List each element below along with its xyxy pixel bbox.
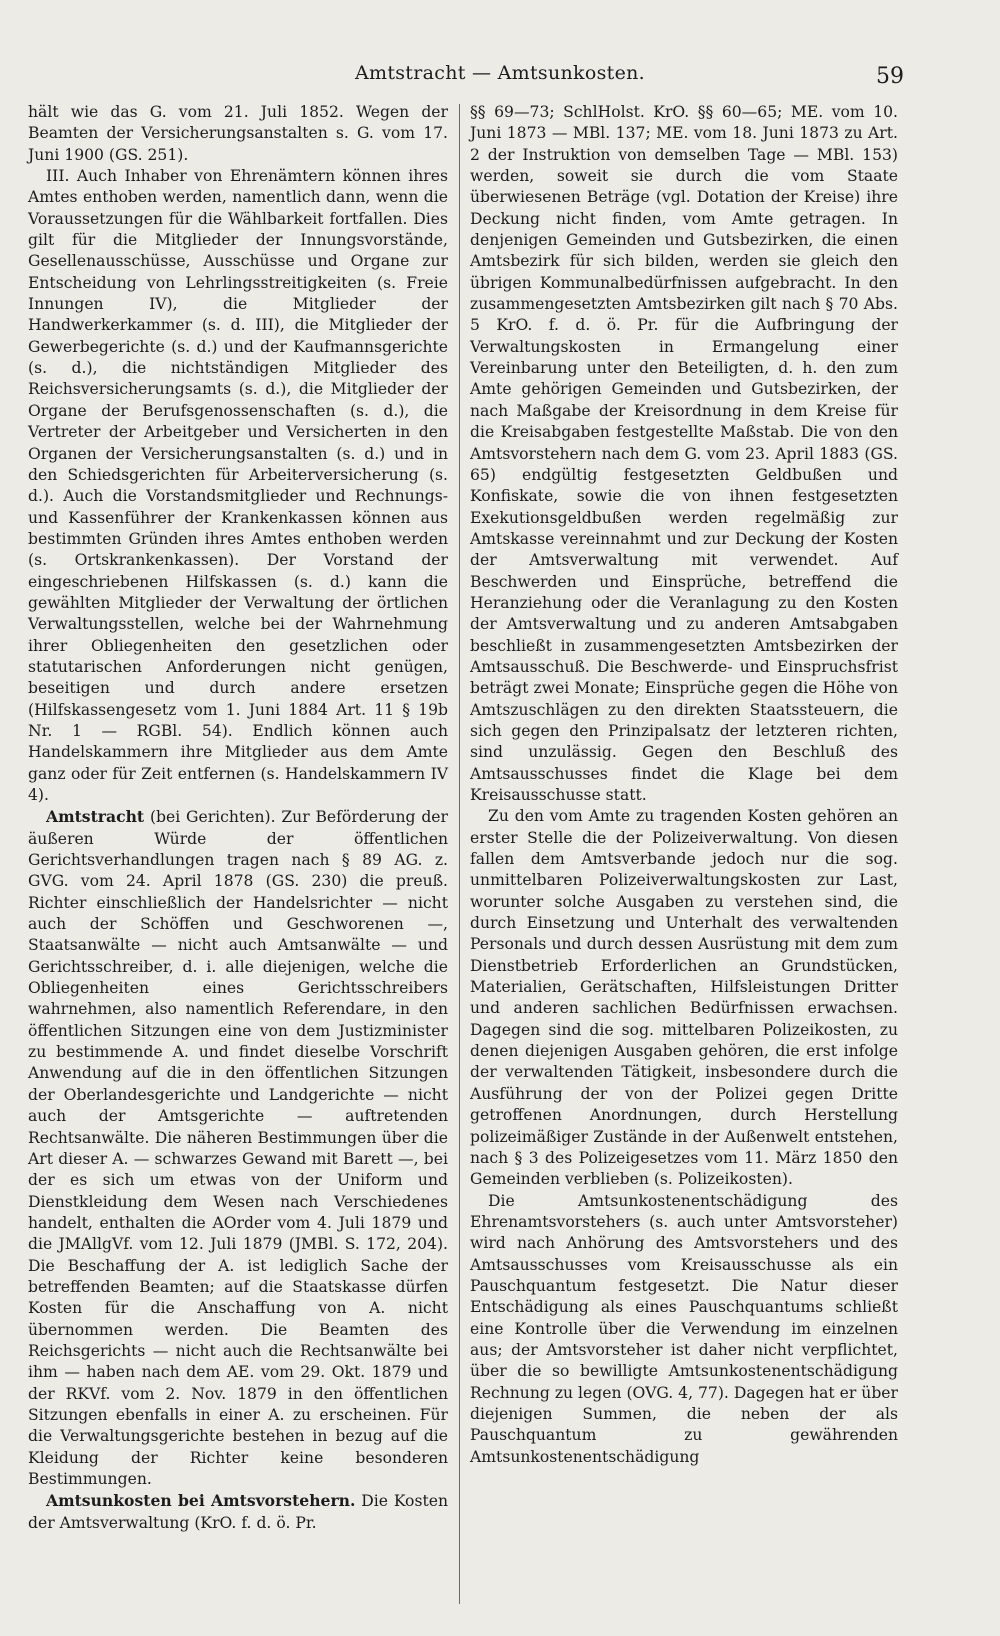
left-column [28,102,448,1534]
paragraph: III. Auch Inhaber von Ehrenämtern können ihres Amtes enthoben werden, namentlich dann, wenn die Voraussetzungen für die Wählbarkeit fortfallen. Dies gilt für die Mitglieder der Innungsvorstände, Gesellenausschüsse, Ausschüsse und Organe zur Entscheidung von Lehrlingsstreitigkeiten (s. Freie Innungen IV), die Mitglieder der Handwerkerkammer (s. d. III), die Mitglieder der Gewerbegerichte (s. d.) und der Kaufmannsgerichte (s. d.), die nichtständigen Mitglieder des Reichsversicherungsamts (s. d.), die Mitglieder der Organe der Berufsgenossenschaften (s. d.), die Vertreter der Arbeitgeber und Versicherten in den Organen der Versicherungsanstalten (s. d.) und in den Schiedsgerichten für Arbeiterversicherung (s. d.). Auch die Vorstandsmitglieder und Rechnungs- und Kassenführer der Krankenkassen können aus bestimmten Gründen ihres Amtes enthoben werden (s. Ortskrankenkassen). Der Vorstand der eingeschriebenen Hilfskassen (s. d.) kann die gewählten Mitglieder der Verwaltung der örtlichen Verwaltungsstellen, welche bei der Wahrnehmung ihrer Obliegenheiten den gesetzlichen oder statutarischen Anforderungen nicht genügen, beseitigen und durch andere ersetzen (Hilfskassengesetz vom 1. Juni 1884 Art. 11 § 19b Nr. 1 — RGBl. 54). Endlich können auch Handelskammern ihre Mitglieder aus dem Amte ganz oder für Zeit entfernen (s. Handelskammern IV 4). [28,167,448,804]
entry-text: Die Kosten der Amtsverwaltung (KrO. f. d. ö. Pr. [28,1492,448,1532]
entry-keyword: Amtstracht [46,807,145,827]
entry-text: (bei Gerichten). Zur Beförderung der äußeren Würde der öffentlichen Gerichtsverhandlungen tragen nach § 89 AG. z. GVG. vom 24. April 1878 (GS. 230) die preuß. Richter einschließlich der Handelsrichter — nicht auch der Schöffen und Geschworenen —, Staatsanwälte — nicht auch Amtsanwälte — und Gerichtsschreiber, d. i. alle diejenigen, welche die Obliegenheiten eines Gerichtsschreibers wahrnehmen, also namentlich Referendare, in den öffentlichen Sitzungen eine von dem Justizminister zu bestimmende A. und findet dieselbe Vorschrift Anwendung auf die in den öffentlichen Sitzungen der Oberlandesgerichte und Landgerichte — nicht auch der Amtsgerichte — auftretenden Rechtsanwälte. Die näheren Bestimmungen über die Art dieser A. — schwarzes Gewand mit Barett —, bei der es sich um etwas von der Uniform und Dienstkleidung dem Wesen nach Verschiedenes handelt, enthalten die AOrder vom 4. Juli 1879 und die JMAllgVf. vom 12. Juli 1879 (JMBl. S. 172, 204). Die Beschaffung der A. ist lediglich Sache der betreffenden Beamten; auf die Staatskasse dürfen Kosten für die Anschaffung von A. nicht übernommen werden. Die Beamten des Reichsgerichts — nicht auch die Rechtsanwälte bei ihm — haben nach dem AE. vom 29. Okt. 1879 und der RKVf. vom 2. Nov. 1879 in den öffentlichen Sitzungen ebenfalls in einer A. zu erscheinen. Für die Verwaltungsgerichte bestehen in bezug auf die Kleidung der Richter keine besonderen Bestimmungen. [28,808,448,1488]
column-divider [459,104,460,1604]
entry-keyword: Amtsunkosten bei Amtsvorstehern. [46,1491,356,1511]
paragraph: §§ 69—73; SchlHolst. KrO. §§ 60—65; ME. vom 10. Juni 1873 — MBl. 137; ME. vom 18. Juni 1873 zu Art. 2 der Instruktion von demselben Tage — MBl. 153) werden, soweit sie durch die vom Staate überwiesenen Beträge (vgl. Dotation der Kreise) ihre Deckung nicht finden, vom Amte getragen. In denjenigen Gemeinden und Gutsbezirken, die einen Amtsbezirk für sich bilden, werden sie gleich den übrigen Kommunalbedürfnissen aufgebracht. In den zusammengesetzten Amtsbezirken gilt nach § 70 Abs. 5 KrO. f. d. ö. Pr. für die Aufbringung der Verwaltungskosten in Ermangelung einer Vereinbarung unter den Beteiligten, d. h. den zum Amte gehörigen Gemeinden und Gutsbezirken, der nach Maßgabe der Kreisordnung in dem Kreise für die Kreisabgaben festgestellte Maßstab. Die von den Amtsvorstehern nach dem G. vom 23. April 1883 (GS. 65) endgültig festgesetzten Geldbußen und Konfiskate, sowie die von ihnen festgesetzten Exekutionsgeldbußen werden regelmäßig zur Amtskasse vereinnahmt und zur Deckung der Kosten der Amtsverwaltung mit verwendet. Auf Beschwerden und Einsprüche, betreffend die Heranziehung oder die Veranlagung zu den Kosten der Amtsverwaltung und zu anderen Amtsabgaben beschließt in zusammengesetzten Amtsbezirken der Amtsausschuß. Die Beschwerde- und Einspruchsfrist beträgt zwei Monate; Einsprüche gegen die Höhe von Amtszuschlägen zu den direkten Staatssteuern, die sich gegen den Prinzipalsatz der letzteren richten, sind unzulässig. Gegen den Beschluß des Amtsausschusses findet die Klage bei dem Kreisausschusse statt. [470,103,898,804]
paragraph: hält wie das G. vom 21. Juli 1852. Wegen der Beamten der Versicherungsanstalten s. G. vom 17. Juni 1900 (GS. 251). [28,103,448,164]
entry-amtstracht [28,806,448,1490]
paragraph: Zu den vom Amte zu tragenden Kosten gehören an erster Stelle die der Polizeiverwaltung. Von diesen fallen dem Amtsverbande jedoch nur die sog. unmittelbaren Polizeiverwaltungskosten zur Last, worunter solche Ausgaben zu verstehen sind, die durch Einsetzung und Unterhalt des verwaltenden Personals und durch dessen Ausrüstung mit dem zum Dienstbetrieb Erforderlichen an Grundstücken, Materialien, Gerätschaften, Hilfsleistungen Dritter und anderen sachlichen Bedürfnissen erwachsen. Dagegen sind die sog. mittelbaren Polizeikosten, zu denen diejenigen Ausgaben gehören, die erst infolge der verwaltenden Tätigkeit, insbesondere durch die Ausführung der von der Polizei gegen Dritte getroffenen Anordnungen, durch Herstellung polizeimäßiger Zustände in der Außenwelt entstehen, nach § 3 des Polizeigesetzes vom 11. März 1850 den Gemeinden verblieben (s. Polizeikosten). [470,807,898,1189]
page-header [0,62,1000,92]
paragraph: Die Amtsunkostenentschädigung des Ehrenamtsvorstehers (s. auch unter Amtsvorsteher) wird nach Anhörung des Amtsvorstehers und des Amtsausschusses vom Kreisausschusse als ein Pauschquantum festgesetzt. Die Natur dieser Entschädigung als eines Pauschquantums schließt eine Kontrolle über die Verwendung im einzelnen aus; der Amtsvorsteher ist daher nicht verpflichtet, über die so bewilligte Amtsunkostenentschädigung Rechnung zu legen (OVG. 4, 77). Dagegen hat er über diejenigen Summen, die neben der als Pauschquantum zu gewährenden Amtsunkostenentschädigung [470,1191,898,1466]
running-title: Amtstracht — Amtsunkosten. [354,62,646,84]
right-column [470,102,898,1468]
page-number: 59 [876,64,904,89]
entry-amtsunkosten [28,1490,448,1534]
